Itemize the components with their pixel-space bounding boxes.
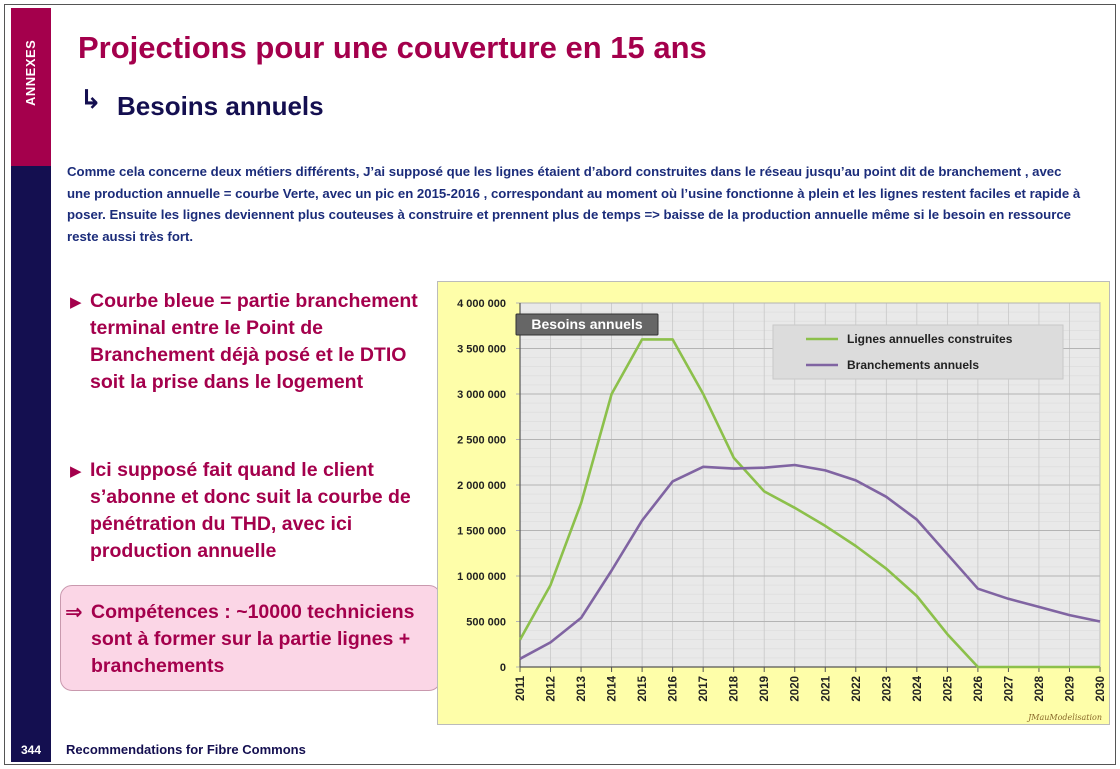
x-tick-label: 2028 — [1033, 676, 1046, 702]
chart-title: Besoins annuels — [531, 316, 643, 332]
y-tick-label: 3 500 000 — [457, 343, 506, 356]
subtitle-arrow-icon: ↳ — [80, 84, 102, 114]
legend-label: Lignes annuelles construites — [847, 332, 1013, 346]
x-tick-label: 2020 — [789, 676, 802, 702]
x-tick-label: 2015 — [637, 676, 650, 702]
page-title: Projections pour une couverture en 15 ans — [78, 30, 707, 65]
y-tick-label: 2 000 000 — [457, 480, 506, 492]
double-arrow-icon: ⇒ — [65, 601, 83, 624]
bullet-text: Ici supposé fait quand le client s’abonne et donc suit la courbe de pénétration du THD, avec ici production annuelle — [90, 459, 411, 562]
y-tick-label: 500 000 — [466, 616, 506, 629]
intro-paragraph: Comme cela concerne deux métiers différents, J’ai supposé que les lignes étaient d’abord construites dans le réseau jusqu’au point dit de branchement , avec une production annuelle = courbe Verte, avec un pic en 2015-2016 , correspondant au moment où l’usine fonctionne à plein et les lignes restent faciles et rapide à poser. Ensuite les lignes deviennent plus couteuses à construire et prennent plus de temps => baisse de la production annuelle même si le besoin en ressource reste aussi très fort. — [67, 164, 1081, 244]
x-tick-label: 2022 — [850, 676, 863, 702]
x-tick-label: 2023 — [881, 676, 894, 702]
competences-callout — [60, 585, 441, 691]
page-subtitle: Besoins annuels — [117, 91, 324, 121]
x-tick-label: 2016 — [667, 676, 680, 702]
y-tick-label: 0 — [499, 662, 506, 674]
x-tick-label: 2021 — [820, 676, 833, 702]
x-tick-label: 2026 — [972, 676, 985, 702]
y-tick-label: 2 500 000 — [457, 434, 506, 447]
x-tick-label: 2019 — [759, 676, 772, 702]
x-tick-label: 2013 — [576, 676, 589, 702]
annual-needs-chart — [438, 282, 1111, 726]
x-tick-label: 2029 — [1064, 676, 1077, 702]
legend-label: Branchements annuels — [847, 358, 980, 372]
watermark-text: JMauModelisation — [1028, 713, 1102, 722]
footer-text: Recommendations for Fibre Commons — [66, 742, 306, 757]
x-tick-label: 2012 — [545, 676, 558, 702]
x-tick-label: 2025 — [942, 676, 955, 702]
x-tick-label: 2011 — [515, 676, 527, 701]
sidebar-section-label: ANNEXES — [23, 39, 38, 107]
y-tick-label: 1 000 000 — [457, 571, 506, 583]
triangle-bullet-icon: ▶ — [70, 463, 82, 480]
bullet-item — [70, 288, 440, 396]
bullet-item — [70, 457, 440, 565]
x-tick-label: 2018 — [728, 676, 741, 702]
x-tick-label: 2027 — [1003, 676, 1016, 702]
y-tick-label: 4 000 000 — [457, 298, 506, 310]
x-tick-label: 2017 — [698, 676, 711, 702]
y-tick-label: 1 500 000 — [457, 525, 506, 538]
sidebar-band — [11, 166, 51, 762]
x-tick-label: 2030 — [1095, 676, 1107, 702]
x-tick-label: 2024 — [911, 676, 924, 702]
y-tick-label: 3 000 000 — [457, 389, 506, 401]
triangle-bullet-icon: ▶ — [70, 294, 82, 311]
chart-container — [437, 281, 1110, 725]
x-tick-label: 2014 — [606, 676, 619, 702]
bullet-text: Courbe bleue = partie branchement terminal entre le Point de Branchement déjà posé et le DTIO soit la prise dans le logement — [90, 290, 418, 393]
page-number: 344 — [20, 743, 42, 757]
callout-text: Compétences : ~10000 techniciens sont à former sur la partie lignes + branchements — [91, 601, 415, 677]
